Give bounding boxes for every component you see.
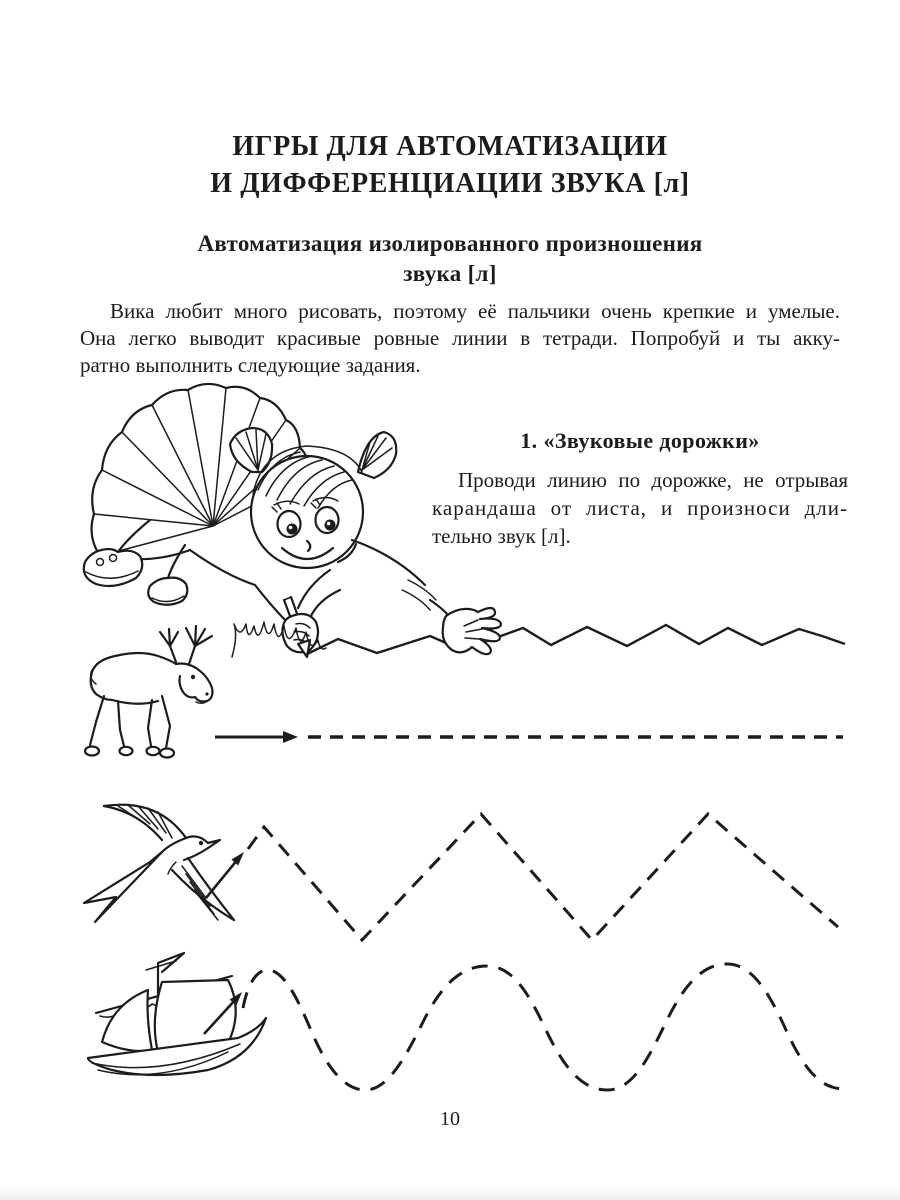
sound-track-zigzag-solid	[307, 625, 845, 654]
title-line-1: ИГРЫ ДЛЯ АВТОМАТИЗАЦИИ	[232, 131, 668, 162]
instruction-line-3: тельно звук [л].	[432, 524, 571, 548]
sound-track-wave-dashed	[243, 964, 844, 1090]
intro-line-3: ратно выполнить следующие задания.	[80, 353, 421, 377]
title-line-2: И ДИФФЕРЕНЦИАЦИИ ЗВУКА [л]	[210, 168, 690, 199]
subtitle-line-2: звука [л]	[403, 261, 497, 286]
page-scan-edge	[0, 1186, 900, 1200]
task-1-heading: 1. «Звуковые дорожки»	[520, 428, 760, 453]
sound-track-straight-dashed	[215, 731, 843, 743]
moose-illustration	[85, 626, 212, 758]
swallow-arrow	[206, 852, 244, 898]
sailboat-illustration	[88, 953, 266, 1075]
swallow-illustration	[84, 805, 234, 922]
page-number: 10	[440, 1108, 460, 1130]
instruction-line-2: карандаша от листа, и произноси дли-	[432, 496, 848, 520]
intro-line-1: Вика любит много рисовать, поэтому её пальчики очень крепкие и умелые.	[110, 299, 840, 323]
arrow-icon	[283, 731, 298, 743]
instruction-line-1: Проводи линию по дорожке, не отрывая	[458, 468, 848, 492]
intro-line-2: Она легко выводит красивые ровные линии в тетради. Попробуй и ты акку-	[80, 326, 840, 350]
girl-drawing-illustration	[84, 384, 501, 657]
subtitle-line-1: Автоматизация изолированного произношения	[197, 231, 703, 256]
sound-track-zigzag-dashed	[248, 814, 838, 940]
